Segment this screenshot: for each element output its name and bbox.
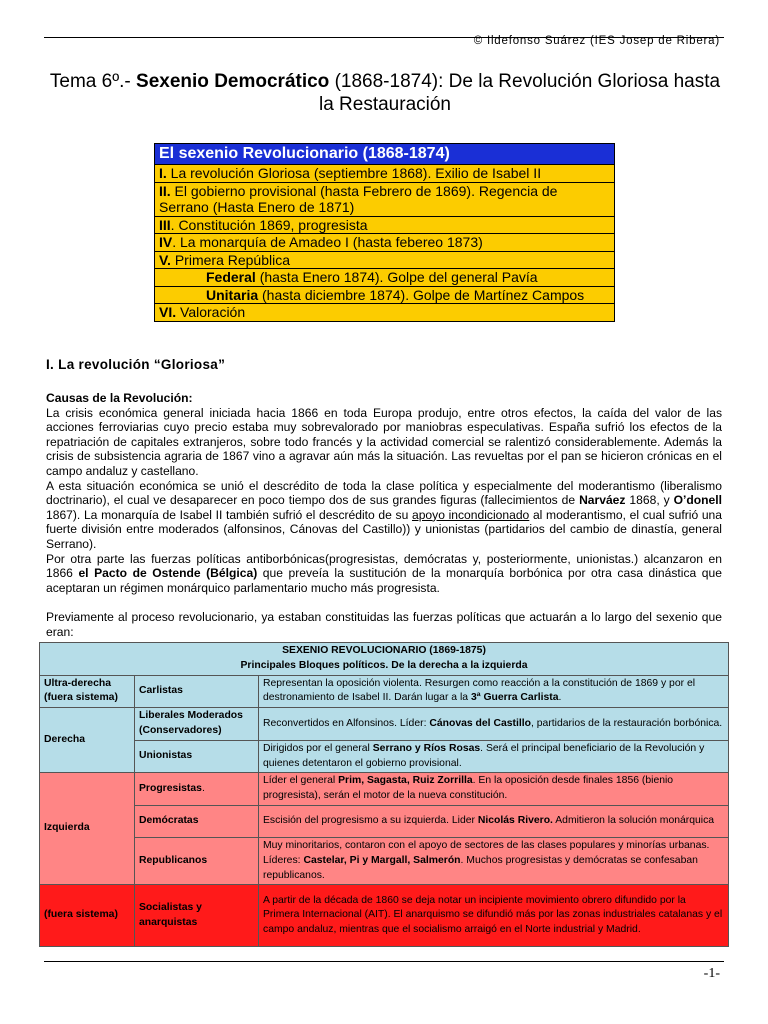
table-row: Izquierda Progresistas. Líder el general Prim, Sagasta, Ruiz Zorrilla. En la oposición desde finales 1856 (bienio progresista), serán el motor de la nueva constitución.	[40, 773, 729, 806]
paragraph-2: A esta situación económica se unió el descrédito de toda la clase política y especialmente del moderantismo (liberalismo doctrinario), el cual ve desaparecer en poco tiempo dos de sus grandes figuras (fallecimientos de Narváez 1868, y O’donell 1867). La monarquía de Isabel II también sufrió el descrédito de su apoyo incondicionado al moderantismo, el cual sufrió una fuerte división entre moderados (alfonsinos, Cánovas del Castillo)) y unionistas (partidarios del cambio de dinastía, general Serrano).	[46, 478, 723, 551]
page-title	[40, 70, 730, 116]
index-item: III. Constitución 1869, progresista	[155, 217, 614, 235]
footer-rule	[44, 961, 724, 962]
table-row: (fuera sistema) Socialistas y anarquistas A partir de la década de 1860 se deja notar un incipiente movimiento obrero difundido por la Primera Internacional (AIT). El anarquismo se difundió más por las zonas industriales catalanas y el campo andaluz, mientras que el socialismo arraigó en el Norte industrial y Madrid.	[40, 885, 729, 947]
copyright-text: © Ildefonso Suárez (IES Josep de Ribera)	[473, 35, 720, 47]
table-row: Demócratas Escisión del progresismo a su izquierda. Lider Nicolás Rivero. Admitieron la solución monárquica	[40, 805, 729, 837]
paragraph-1: La crisis económica general iniciada hacia 1866 en toda Europa produjo, entre otros efectos, la caída del valor de las acciones ferroviarias cuyo precio estaba muy sobrevalorado por maniobras especulativas. España sufrió los efectos de la repatriación de capitales extranjeros, sobre todo francés y la actividad comercial se ralentizó considerablemente. Además la crisis de subsistencia agraria de 1867 vino a agravar aún más la situación. Las revueltas por el pan se hicieron crónicas en el campo andaluz y castellano.	[46, 405, 722, 478]
paragraph-3: Por otra parte las fuerzas políticas antiborbónicas(progresistas, demócratas y, posteriormente, unionistas.) alcanzaron en 1866 el Pacto de Ostende (Bélgica) que preveía la sustitución de la monarquía borbónica por otra casa dinástica que aceptaran un régimen monárquico parlamentario mucho más progresista.	[46, 551, 722, 595]
index-subitem: Federal (hasta Enero 1874). Golpe del general Pavía	[155, 269, 614, 287]
table-row: Unionistas Dirigidos por el general Serrano y Ríos Rosas. Será el principal beneficiario de la Revolución y quienes detentaron el gobierno provisional.	[40, 740, 729, 773]
title-rest: (1868-1874): De la Revolución Gloriosa hasta la Restauración	[318, 71, 721, 115]
table-row: Republicanos Muy minoritarios, contaron con el apoyo de sectores de las clases populares y minorías urbanas. Líderes: Castelar, Pi y Margall, Salmerón. Muchos progresistas y demócratas se confesaban republicanos.	[40, 837, 729, 884]
table-title: SEXENIO REVOLUCIONARIO (1869-1875) Principales Bloques políticos. De la derecha a la izquierda	[40, 643, 729, 676]
page-number: -1-	[703, 966, 720, 981]
index-box	[154, 143, 615, 322]
table-row: Derecha Liberales Moderados (Conservadores) Reconvertidos en Alfonsinos. Líder: Cánovas del Castillo, partidarios de la restauración borbónica.	[40, 708, 729, 741]
title-prefix: Tema 6º.-	[49, 71, 137, 92]
index-item: V. Primera República	[155, 252, 614, 270]
index-item: VI. Valoración	[155, 304, 614, 321]
body-text	[46, 391, 722, 639]
causes-heading: Causas de la Revolución:	[46, 391, 193, 405]
index-item: II. El gobierno provisional (hasta Febrero de 1869). Regencia de Serrano (Hasta Enero de 1871)	[155, 183, 614, 217]
table-row: Ultra-derecha (fuera sistema) Carlistas Representan la oposición violenta. Resurgen como reacción a la constitución de 1869 y por el destronamiento de Isabel II. Darán lugar a la 3ª Guerra Carlista.	[40, 675, 729, 708]
section-heading: I. La revolución “Gloriosa”	[46, 357, 226, 372]
paragraph-4: Previamente al proceso revolucionario, ya estaban constituidas las fuerzas políticas que actuarán a lo largo del sexenio que eran:	[46, 609, 722, 639]
index-item: I. La revolución Gloriosa (septiembre 1868). Exilio de Isabel II	[155, 165, 614, 183]
index-subitem: Unitaria (hasta diciembre 1874). Golpe de Martínez Campos	[155, 287, 614, 305]
index-item: IV. La monarquía de Amadeo I (hasta febereo 1873)	[155, 234, 614, 252]
header-rule	[44, 35, 724, 47]
political-blocs-table	[39, 642, 729, 947]
index-heading: El sexenio Revolucionario (1868-1874)	[155, 144, 614, 165]
title-bold: Sexenio Democrático	[136, 71, 330, 92]
